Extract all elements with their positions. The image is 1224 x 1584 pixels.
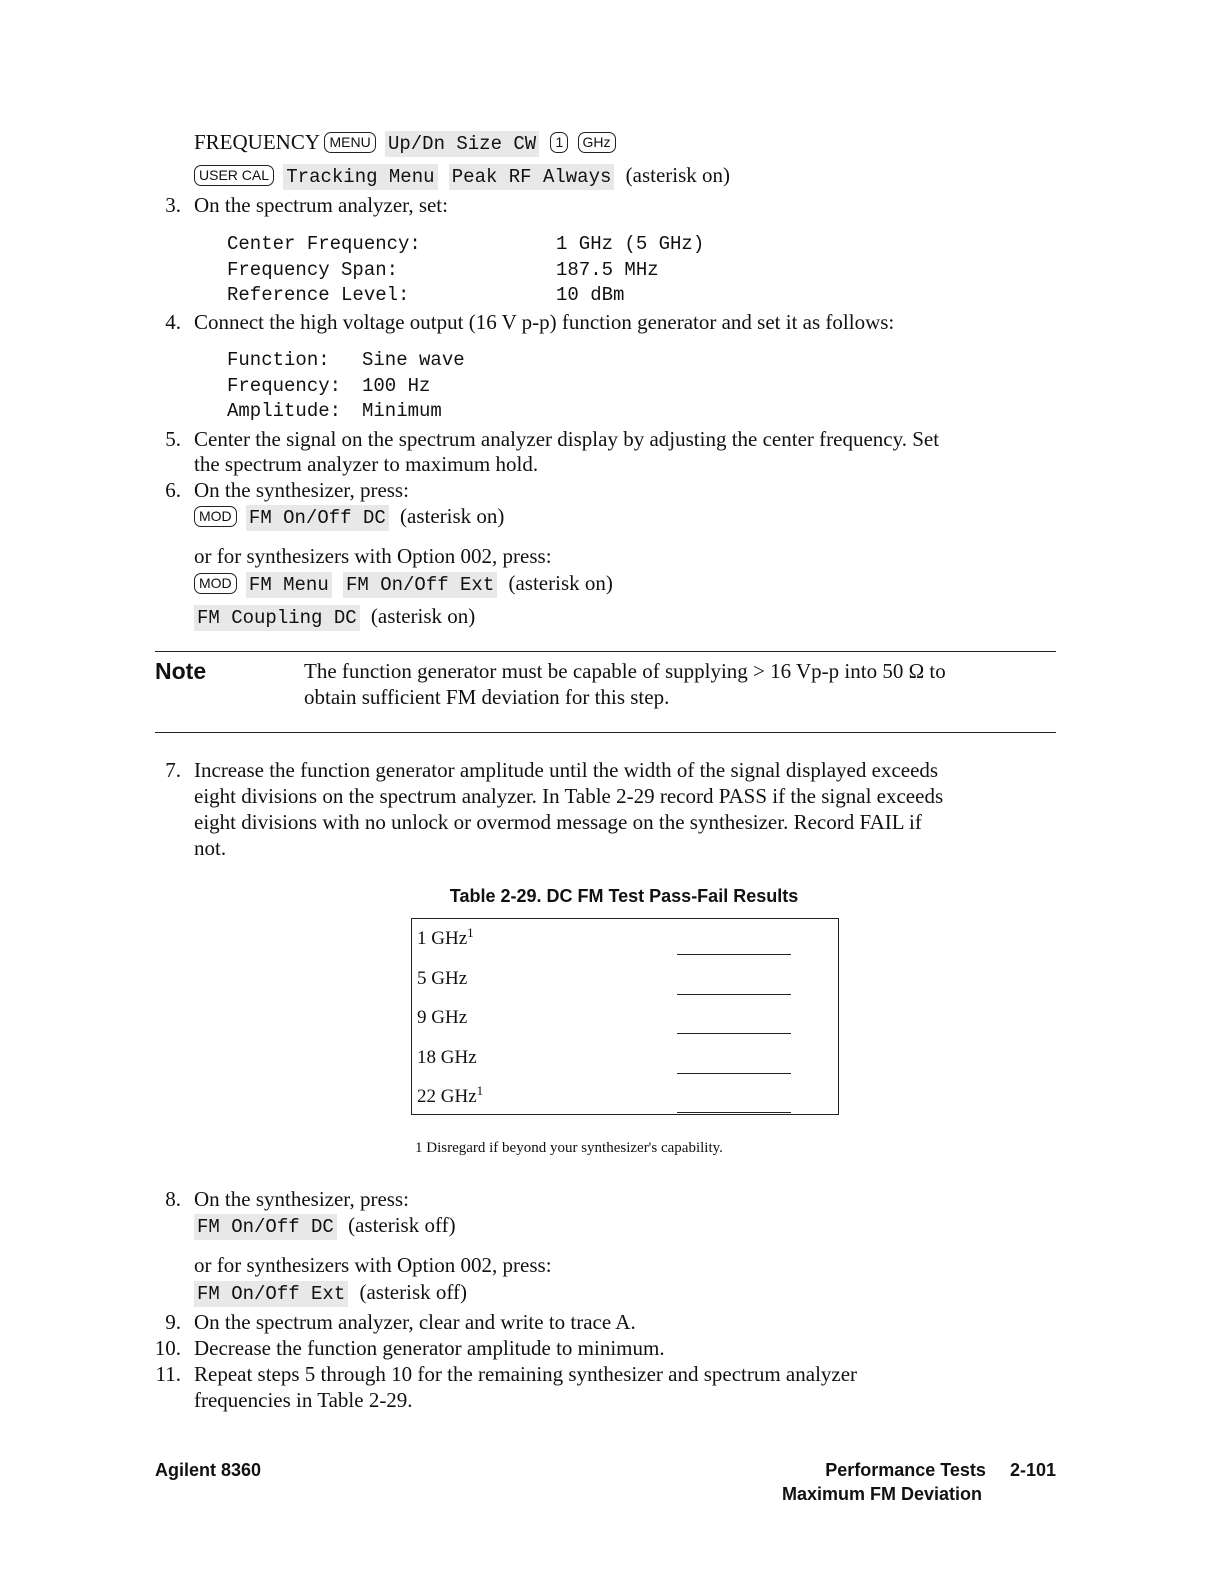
note-top-rule [155, 651, 1056, 652]
key-sequence-user-cal [194, 162, 730, 190]
fm-on-off-dc-softkey: FM On/Off DC [246, 505, 389, 531]
step-text: Decrease the function generator amplitude to minimum. [194, 1336, 665, 1360]
step-7-line: not. [194, 836, 227, 860]
step-number: 6. [165, 478, 181, 502]
up-dn-size-cw-softkey: Up/Dn Size CW [385, 131, 539, 157]
setting-label: Frequency: [227, 374, 342, 397]
asterisk-off-text: (asterisk off) [359, 1280, 467, 1304]
setting-value: 187.5 MHz [556, 258, 659, 281]
setting-value: Sine wave [362, 349, 465, 371]
setting-value: 10 dBm [556, 284, 625, 306]
result-blank [677, 994, 791, 995]
table-row [417, 925, 827, 958]
fm-menu-softkey: FM Menu [246, 572, 332, 598]
setting-label: Center Frequency: [227, 233, 421, 255]
peak-rf-always-softkey: Peak RF Always [449, 164, 615, 190]
tracking-menu-softkey: Tracking Menu [283, 164, 437, 190]
note-bottom-rule [155, 732, 1056, 733]
frequency-cell [417, 925, 474, 950]
setting-row [227, 374, 465, 400]
step-number: 4. [165, 310, 181, 334]
step-7-line: eight divisions with no unlock or overmod message on the synthesizer. Record FAIL if [194, 810, 922, 834]
step-7-line: Increase the function generator amplitude until the width of the signal displayed exceeds [194, 758, 939, 782]
key-sequence-frequency [194, 129, 620, 157]
frequency-value: 5 GHz [417, 968, 468, 989]
step-number: 10. [154, 1336, 181, 1360]
setting-value: 100 Hz [362, 374, 431, 397]
fm-on-off-dc-softkey: FM On/Off DC [194, 1214, 337, 1240]
key-sequence-mod-fm-ext [194, 570, 613, 598]
setting-row [227, 258, 704, 284]
key-sequence-fm-dc-off [194, 1212, 456, 1240]
asterisk-on-text: (asterisk on) [508, 571, 613, 595]
setting-row [227, 348, 465, 374]
frequency-value: 1 GHz [417, 928, 468, 949]
asterisk-on-text: (asterisk on) [370, 604, 476, 628]
footnote-marker: 1 [476, 1083, 484, 1098]
step-text: On the spectrum analyzer, clear and write to trace A. [194, 1310, 636, 1334]
asterisk-off-text: (asterisk off) [348, 1213, 456, 1237]
one-hardkey: 1 [550, 132, 568, 153]
step-number: 3. [165, 193, 181, 217]
table-row [417, 968, 827, 998]
ghz-hardkey: GHz [578, 132, 616, 153]
table-row [417, 1047, 827, 1077]
step-11-line-2: frequencies in Table 2-29. [194, 1388, 413, 1412]
step-text-line-1: Center the signal on the spectrum analyzer display by adjusting the center frequency. Set [194, 427, 940, 451]
key-sequence-fm-coupling [194, 603, 475, 631]
step-5-line-2: the spectrum analyzer to maximum hold. [194, 452, 539, 476]
step-7-line: eight divisions on the spectrum analyzer. In Table 2-29 record PASS if the signal exceeds [194, 784, 944, 808]
frequency-value: 9 GHz [417, 1007, 468, 1028]
menu-hardkey: MENU [324, 132, 375, 153]
fm-coupling-dc-softkey: FM Coupling DC [194, 605, 360, 631]
setting-value: Minimum [362, 400, 442, 422]
setting-value: 1 GHz (5 GHz) [556, 233, 705, 255]
step-number: 7. [165, 758, 181, 782]
table-row [417, 1083, 827, 1116]
footnote-marker: 1 [467, 925, 474, 940]
step-text: On the synthesizer, press: [194, 478, 409, 502]
result-blank [677, 1033, 791, 1034]
result-blank [677, 1073, 791, 1074]
key-sequence-mod-fm-dc [194, 503, 504, 531]
key-sequence-fm-ext-off [194, 1279, 467, 1307]
setting-label: Amplitude: [227, 400, 342, 422]
frequency-cell [417, 1007, 467, 1029]
footer-subtitle: Maximum FM Deviation [781, 1484, 982, 1504]
table-title: Table 2-29. DC FM Test Pass-Fail Results [449, 886, 799, 906]
step-number: 5. [165, 427, 181, 451]
setting-row [227, 232, 704, 258]
setting-row [227, 283, 704, 309]
step-number: 8. [165, 1187, 181, 1211]
option-002-text: or for synthesizers with Option 002, press: [194, 1253, 552, 1277]
frequency-value: 18 GHz [417, 1047, 477, 1068]
user-cal-hardkey: USER CAL [194, 165, 274, 186]
footer-page-number: 2-101 [1009, 1460, 1056, 1480]
setting-label: Function: [227, 349, 330, 371]
note-line-2: obtain sufficient FM deviation for this step. [304, 685, 670, 709]
frequency-cell [417, 968, 467, 990]
fm-on-off-ext-softkey: FM On/Off Ext [343, 572, 497, 598]
note-line-1: The function generator must be capable of supplying > 16 Vp-p into 50 Ω to [304, 659, 946, 683]
frequency-key-label: FREQUENCY [194, 130, 320, 154]
step-number: 11. [155, 1362, 181, 1386]
mod-hardkey: MOD [194, 506, 237, 527]
step-text: Connect the high voltage output (16 V p-p) function generator and set it as follows: [194, 310, 895, 334]
table-row [417, 1007, 827, 1037]
mod-hardkey: MOD [194, 573, 237, 594]
table-footnote: 1 Disregard if beyond your synthesizer's capability. [415, 1140, 723, 1156]
note-label: Note [155, 658, 207, 684]
step-text: On the spectrum analyzer, set: [194, 193, 448, 217]
function-generator-settings [227, 348, 465, 425]
option-002-text: or for synthesizers with Option 002, press: [194, 544, 552, 568]
step-text: On the synthesizer, press: [194, 1187, 409, 1211]
fm-on-off-ext-softkey: FM On/Off Ext [194, 1281, 348, 1307]
footer-product-name: Agilent 8360 [155, 1460, 262, 1480]
note-text [304, 658, 1056, 710]
result-blank [677, 1112, 791, 1113]
step-number: 9. [165, 1310, 181, 1334]
step-7-text [194, 757, 943, 861]
setting-label: Frequency Span: [227, 258, 399, 281]
asterisk-on-text: (asterisk on) [625, 163, 731, 187]
asterisk-on-text: (asterisk on) [400, 504, 505, 528]
setting-row [227, 399, 465, 425]
pass-fail-table [411, 918, 839, 1115]
frequency-cell [417, 1083, 484, 1108]
frequency-value: 22 GHz [417, 1086, 477, 1107]
footer-section-title: Performance Tests [825, 1460, 986, 1480]
result-blank [677, 954, 791, 955]
spectrum-analyzer-settings [227, 232, 704, 309]
step-text-line-1: Repeat steps 5 through 10 for the remaining synthesizer and spectrum analyzer [194, 1362, 858, 1386]
footer-section [825, 1460, 1056, 1481]
frequency-cell [417, 1047, 477, 1069]
setting-label: Reference Level: [227, 284, 410, 306]
